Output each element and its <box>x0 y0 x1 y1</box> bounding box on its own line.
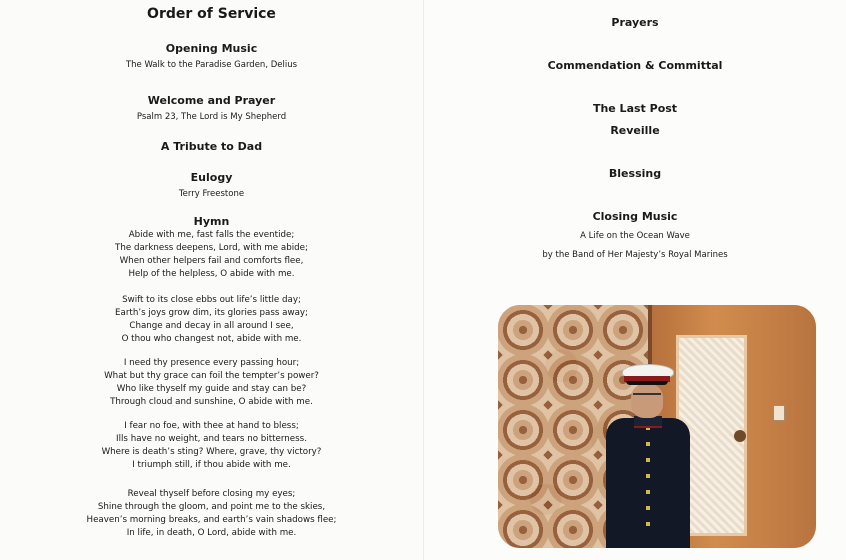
hymn-verse-3 <box>0 357 423 409</box>
hymn-line: I need thy presence every passing hour; <box>123 358 300 368</box>
right-page <box>423 0 846 560</box>
hymn-line: When other helpers fail and comforts flee, <box>119 256 304 266</box>
hymn-line: Reveal thyself before closing my eyes; <box>127 489 296 499</box>
hymn-line: Through cloud and sunshine, O abide with me. <box>110 397 313 407</box>
welcome-heading: Welcome and Prayer <box>147 94 276 107</box>
hymn-line: Earth’s joys grow dim, its glories pass away; <box>115 308 308 318</box>
hymn-verse-1 <box>0 229 423 281</box>
royal-marine-figure <box>598 360 698 548</box>
hymn-verse-4 <box>0 420 423 472</box>
door-handle <box>734 430 746 442</box>
closing-music-title: A Life on the Ocean Wave <box>580 231 690 241</box>
hymn-verse-5 <box>0 488 423 540</box>
page-title: Order of Service <box>147 6 276 22</box>
tribute-heading: A Tribute to Dad <box>160 140 263 153</box>
hymn-line: I triumph still, if thou abide with me. <box>132 460 291 470</box>
hymn-line: Who like thyself my guide and stay can be? <box>116 384 307 394</box>
memorial-photo <box>498 305 816 548</box>
eulogy-heading: Eulogy <box>190 171 233 184</box>
closing-music-performer: by the Band of Her Majesty’s Royal Marines <box>542 250 728 260</box>
opening-music-detail: The Walk to the Paradise Garden, Delius <box>125 60 298 70</box>
hymn-line: Heaven’s morning breaks, and earth’s vain shadows flee; <box>86 515 337 525</box>
hymn-line: Ills have no weight, and tears no bitterness. <box>116 434 307 444</box>
hymn-line: Swift to its close ebbs out life’s little day; <box>122 295 301 305</box>
hymn-line: O thou who changest not, abide with me. <box>121 334 302 344</box>
hymn-line: Change and decay in all around I see, <box>129 321 294 331</box>
wall-switch <box>773 405 785 421</box>
blessing-heading: Blessing <box>608 167 662 180</box>
hymn-line: I fear no foe, with thee at hand to bless; <box>124 421 299 431</box>
last-post-heading: The Last Post <box>592 102 678 115</box>
prayers-heading: Prayers <box>611 16 659 29</box>
commendation-heading: Commendation & Committal <box>547 59 723 72</box>
hymn-line: Abide with me, fast falls the eventide; <box>128 230 295 240</box>
hymn-line: Where is death’s sting? Where, grave, thy victory? <box>101 447 322 457</box>
closing-music-heading: Closing Music <box>592 210 678 223</box>
hymn-line: In life, in death, O Lord, abide with me. <box>126 528 297 538</box>
eulogy-detail: Terry Freestone <box>178 189 245 199</box>
uniform-buttons <box>646 426 650 536</box>
hymn-verse-2 <box>0 294 423 346</box>
hymn-line: The darkness deepens, Lord, with me abide; <box>115 243 308 253</box>
face <box>631 384 663 418</box>
hymn-line: Help of the helpless, O abide with me. <box>128 269 295 279</box>
hymn-line: Shine through the gloom, and point me to the skies, <box>97 502 326 512</box>
cap-peak <box>626 381 668 385</box>
opening-music-heading: Opening Music <box>165 42 258 55</box>
glasses <box>633 393 661 401</box>
hymn-heading: Hymn <box>193 215 230 228</box>
welcome-detail: Psalm 23, The Lord is My Shepherd <box>136 112 287 122</box>
hymn-line: What but thy grace can foil the tempter’s power? <box>104 371 319 381</box>
reveille-heading: Reveille <box>610 124 660 137</box>
